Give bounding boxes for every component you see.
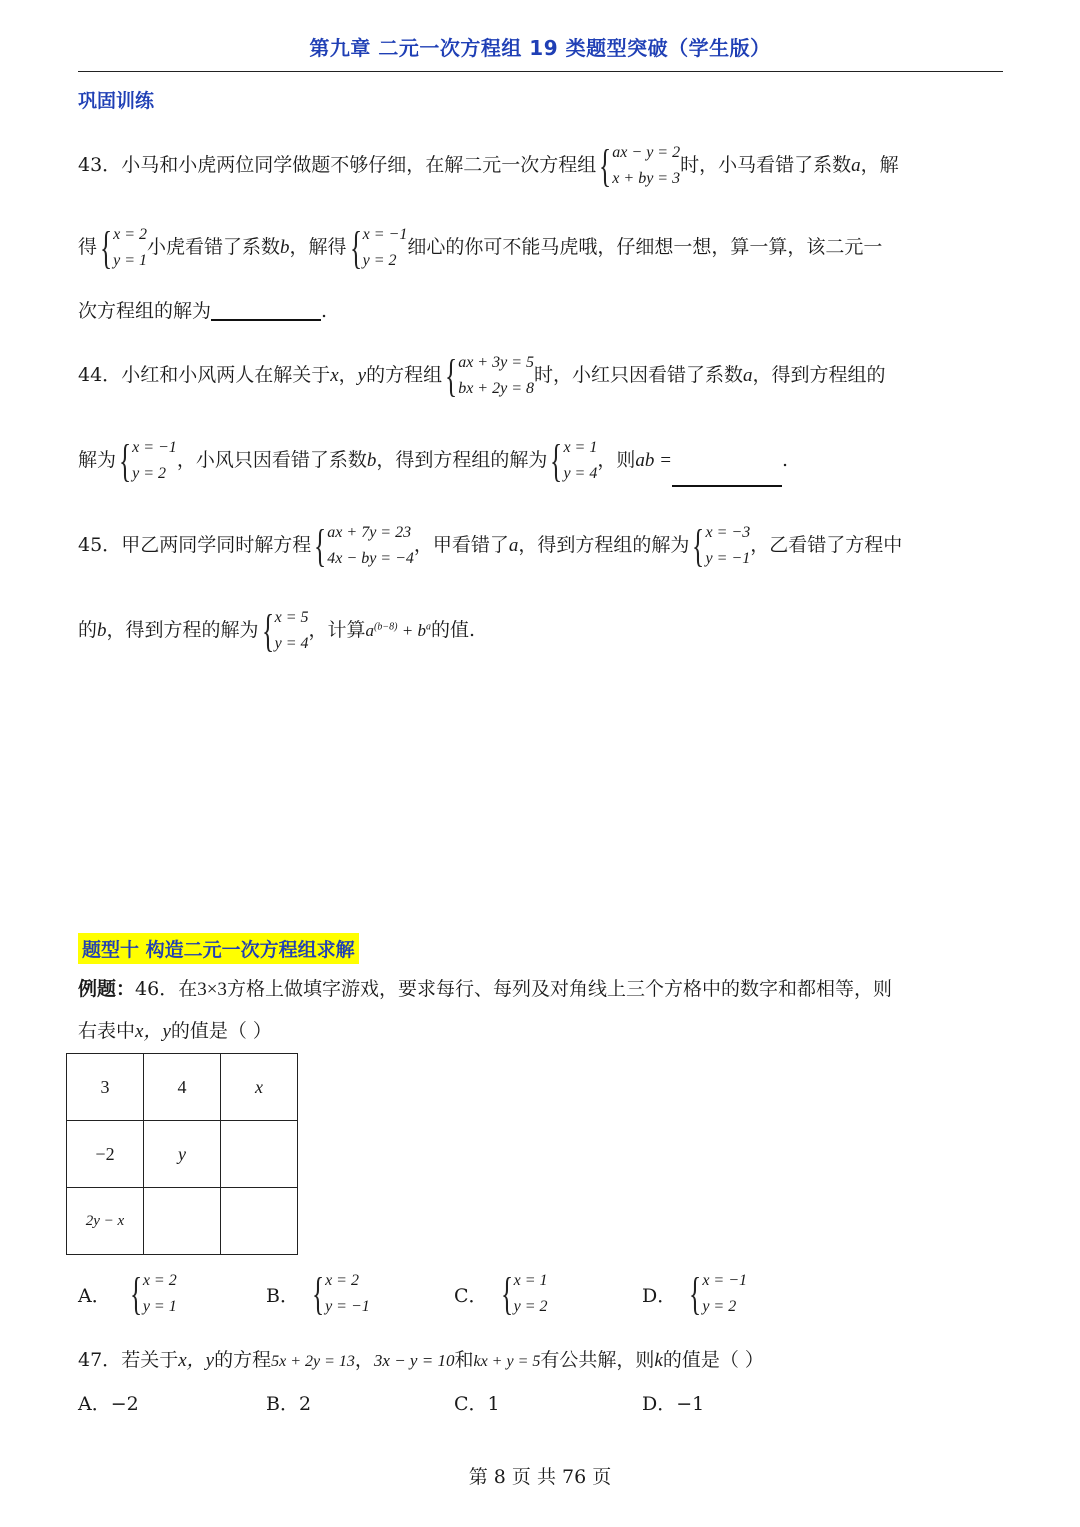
q43-line-1: 43．小马和小虎两位同学做题不够仔细，在解二元一次方程组 { ax − y = 2 x + by = 3 时，小马看错了系数a，解 xyxy=(78,140,899,191)
equation-system: { ax + 3y = 5 bx + 2y = 8 xyxy=(445,350,534,401)
q45-line-1: 45．甲乙两同学同时解方程 { ax + 7y = 23 4x − by = −4 ，甲看错了a，得到方程组的解为 { x = −3 y = −1 ，乙看错了方程中 xyxy=(78,520,903,571)
solution-system: { x = −1 y = 2 xyxy=(118,435,177,486)
table-cell: −2 xyxy=(67,1121,144,1188)
question-number: 47． xyxy=(78,1349,122,1371)
q43-line-2: 得 { x = 2 y = 1 小虎看错了系数b，解得 { x = −1 y = 2 细心的你可不能马虎哦，仔细想一想，算一算，该二元一 xyxy=(78,222,883,273)
magic-square-table xyxy=(66,1053,298,1255)
topic-heading: 题型十 构造二元一次方程组求解 xyxy=(78,933,359,964)
answer-blank[interactable] xyxy=(211,301,321,321)
table-cell: y xyxy=(144,1121,221,1188)
option-c[interactable]: C． { x = 1 y = 2 xyxy=(454,1268,548,1319)
table-cell: 4 xyxy=(144,1054,221,1121)
solution-system: { x = −3 y = −1 xyxy=(692,520,751,571)
q47-line-1: 47．若关于x，y的方程5x + 2y = 13，3x − y = 10和kx + y = 5有公共解，则k的值是（ ） xyxy=(78,1349,764,1371)
question-number: 44． xyxy=(78,364,122,386)
equation-system: { ax + 7y = 23 4x − by = −4 xyxy=(314,520,414,571)
table-cell: 2y − x xyxy=(67,1188,144,1255)
solution-system: { x = 2 y = 1 xyxy=(99,222,148,273)
option-a[interactable]: A． { x = 2 y = 1 xyxy=(78,1268,177,1319)
q44-line-1: 44．小红和小风两人在解关于x，y的方程组 { ax + 3y = 5 bx + 2y = 8 时，小红只因看错了系数a，得到方程组的 xyxy=(78,350,886,401)
table-cell xyxy=(221,1121,298,1188)
q44-line-2: 解为 { x = −1 y = 2 ，小风只因看错了系数b，得到方程组的解为 { x = 1 y = 4 ，则ab = . xyxy=(78,435,788,486)
equation-system: { ax − y = 2 x + by = 3 xyxy=(599,140,681,191)
page-footer: 第 8 页 共 76 页 xyxy=(468,1466,612,1488)
solution-system: { x = −1 y = 2 xyxy=(349,222,408,273)
q46-line-2: 右表中x，y的值是（ ） xyxy=(78,1020,272,1042)
option-b[interactable]: B．2 xyxy=(266,1393,312,1415)
option-a[interactable]: A．−2 xyxy=(78,1393,139,1415)
question-number: 43． xyxy=(78,154,122,176)
option-b[interactable]: B． { x = 2 y = −1 xyxy=(266,1268,370,1319)
power-expression: $a^{(b-8)} + b^a$ xyxy=(365,621,431,640)
section-heading: 巩固训练 xyxy=(78,90,155,112)
option-d[interactable]: D． { x = −1 y = 2 xyxy=(642,1268,748,1319)
answer-blank[interactable] xyxy=(672,467,782,487)
q43-line-3: 次方程组的解为 . xyxy=(78,300,328,322)
table-cell: x xyxy=(221,1054,298,1121)
table-cell: 3 xyxy=(67,1054,144,1121)
q46-line-1: 例题：46．在3×3方格上做填字游戏，要求每行、每列及对角线上三个方格中的数字和都相等，则 xyxy=(78,978,892,1000)
table-cell xyxy=(221,1188,298,1255)
table-cell xyxy=(144,1188,221,1255)
option-d[interactable]: D．−1 xyxy=(642,1393,705,1415)
page-header-title: 第九章 二元一次方程组 19 类题型突破（学生版） xyxy=(309,36,771,60)
question-number: 45． xyxy=(78,534,122,556)
option-c[interactable]: C．1 xyxy=(454,1393,500,1415)
solution-system: { x = 5 y = 4 xyxy=(261,605,309,656)
solution-system: { x = 1 y = 4 xyxy=(550,435,598,486)
q45-line-2: 的b，得到方程的解为 { x = 5 y = 4 ，计算$a^{(b-8)} + b^a$的值. xyxy=(78,605,475,656)
header-divider xyxy=(78,71,1003,72)
